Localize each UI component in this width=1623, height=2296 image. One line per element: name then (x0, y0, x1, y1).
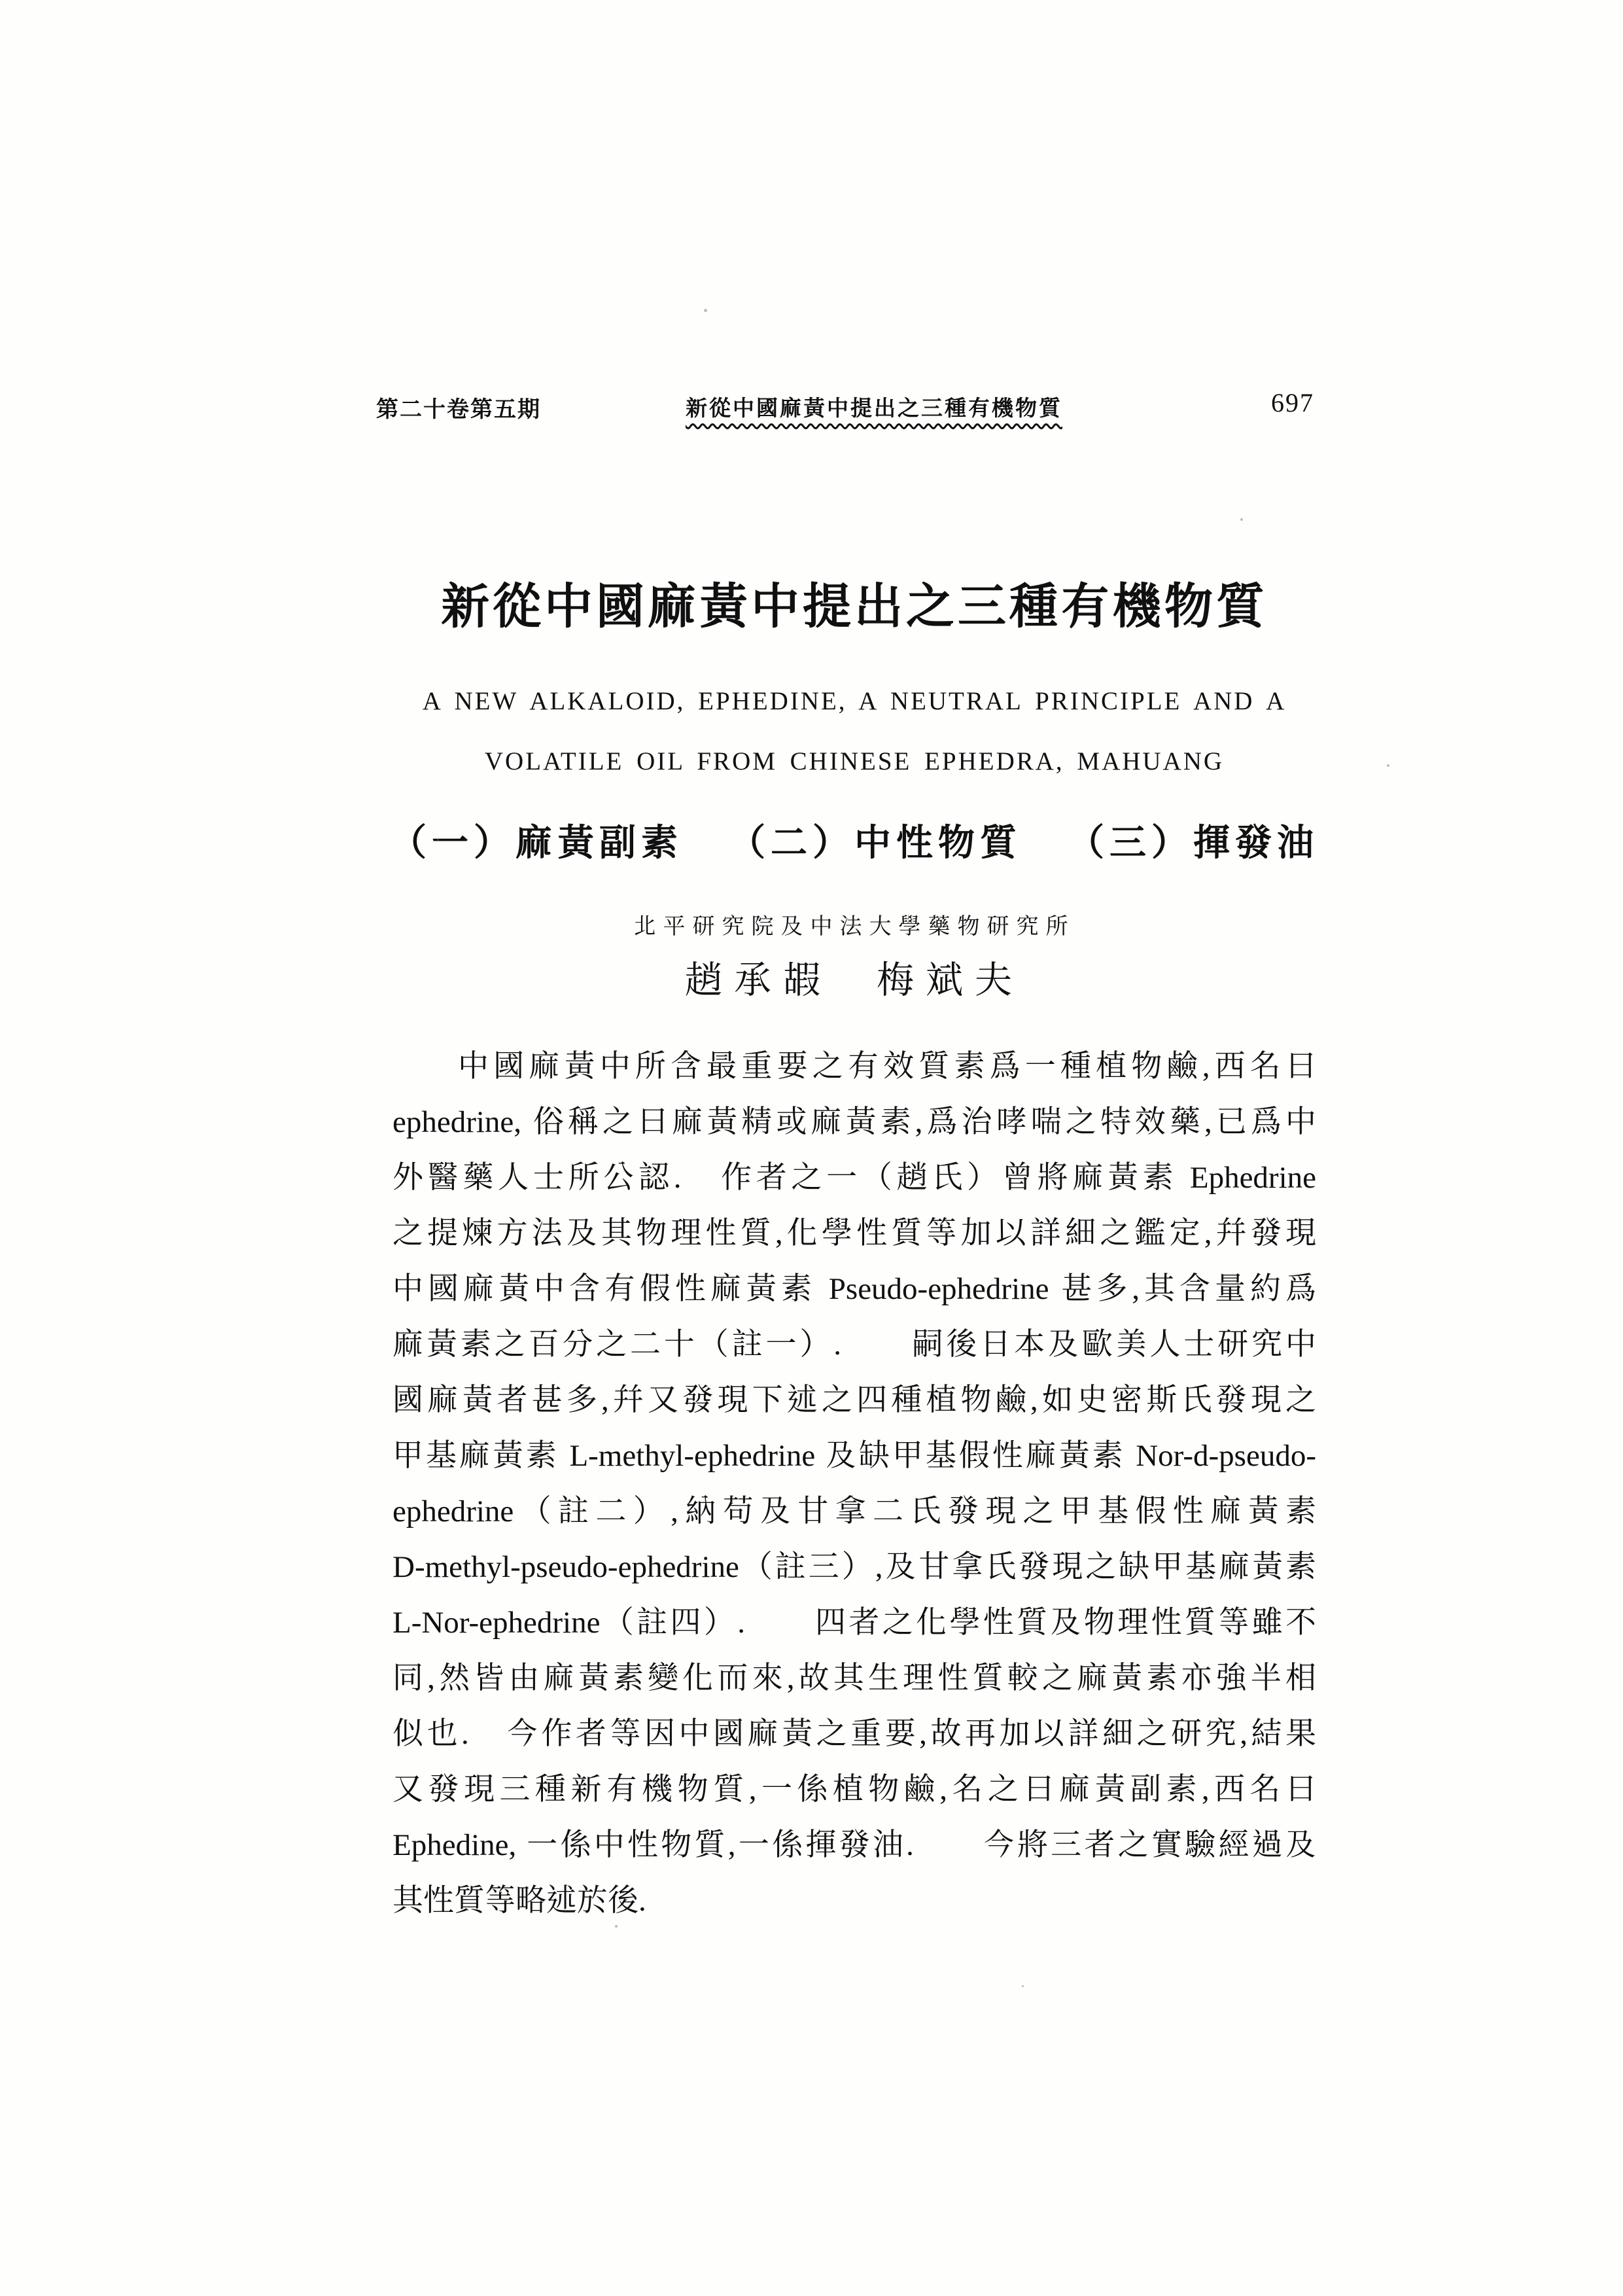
scan-speck (437, 839, 439, 841)
body-line: 中國麻黃中含有假性麻黃素 Pseudo-ephedrine 甚多,其含量約爲 (393, 1272, 1316, 1306)
body-line: ephedrine（註二）,納苟及甘拿二氏發現之甲基假性麻黃素 (393, 1494, 1316, 1528)
article-title-english-line2: VOLATILE OIL FROM CHINESE EPHEDRA, MAHUANG (484, 747, 1225, 775)
subtitle-part-1: （一）麻黃副素 (390, 823, 683, 864)
body-line: 外醫藥人士所公認. 作者之一（趙氏）曾將麻黃素 Ephedrine (393, 1161, 1316, 1195)
scan-speck (1022, 1985, 1024, 1987)
scan-speck (615, 1925, 618, 1928)
body-line: Ephedine, 一係中性物質,一係揮發油. 今將三者之實驗經過及 (393, 1828, 1316, 1862)
subtitle-part-2: （二）中性物質 (729, 823, 1022, 864)
author-names (350, 950, 1359, 1004)
author-affiliation: 北平研究院及中法大學藥物研究所 (633, 915, 1075, 939)
body-line: 之提煉方法及其物理性質,化學性質等加以詳細之鑑定,幷發現 (393, 1216, 1316, 1250)
body-line: 其性質等略述於後. (393, 1884, 646, 1918)
running-head-title: 新從中國麻黃中提出之三種有機物質 (686, 397, 1062, 421)
body-line: 又發現三種新有機物質,一係植物鹼,名之曰麻黃副素,西名曰 (393, 1773, 1316, 1807)
scan-speck (704, 309, 707, 312)
body-line: 中國麻黃中所含最重要之有效質素爲一種植物鹼,西名曰 (458, 1050, 1316, 1084)
running-head (0, 388, 1623, 431)
subtitle-part-3: （三）揮發油 (1068, 823, 1319, 864)
author-name-1: 趙承嘏 (685, 960, 832, 1001)
section-subtitle (350, 814, 1359, 866)
body-line: 甲基麻黃素 L-methyl-ephedrine 及缺甲基假性麻黃素 Nor-d-pseudo- (393, 1439, 1316, 1473)
body-line: 麻黃素之百分之二十（註一）. 嗣後日本及歐美人士研究中 (393, 1328, 1316, 1362)
body-line: 似也. 今作者等因中國麻黃之重要,故再加以詳細之研究,結果 (393, 1717, 1316, 1751)
article-title-chinese: 新從中國麻黃中提出之三種有機物質 (441, 580, 1268, 634)
journal-issue-label: 第二十卷第五期 (376, 398, 541, 422)
body-line: D-methyl-pseudo-ephedrine（註三）,及甘拿氏發現之缺甲基麻黃素 (393, 1550, 1316, 1584)
page-number: 697 (1271, 388, 1314, 417)
article-title-english (350, 671, 1359, 792)
article-title-english-line1: A NEW ALKALOID, EPHEDINE, A NEUTRAL PRINCIPLE AND A (422, 687, 1287, 715)
scan-speck (1387, 764, 1389, 767)
article-body (393, 1039, 1316, 1929)
body-line: ephedrine, 俗稱之曰麻黃精或麻黃素,爲治哮喘之特效藥,已爲中 (393, 1105, 1316, 1139)
body-line: 國麻黃者甚多,幷又發現下述之四種植物鹼,如史密斯氏發現之 (393, 1383, 1316, 1417)
body-line: 同,然皆由麻黃素變化而來,故其生理性質較之麻黃素亦強半相 (393, 1661, 1316, 1695)
scan-speck (1240, 518, 1243, 521)
author-name-2: 梅斌夫 (877, 960, 1024, 1001)
body-line: L-Nor-ephedrine（註四）. 四者之化學性質及物理性質等雖不 (393, 1606, 1316, 1640)
